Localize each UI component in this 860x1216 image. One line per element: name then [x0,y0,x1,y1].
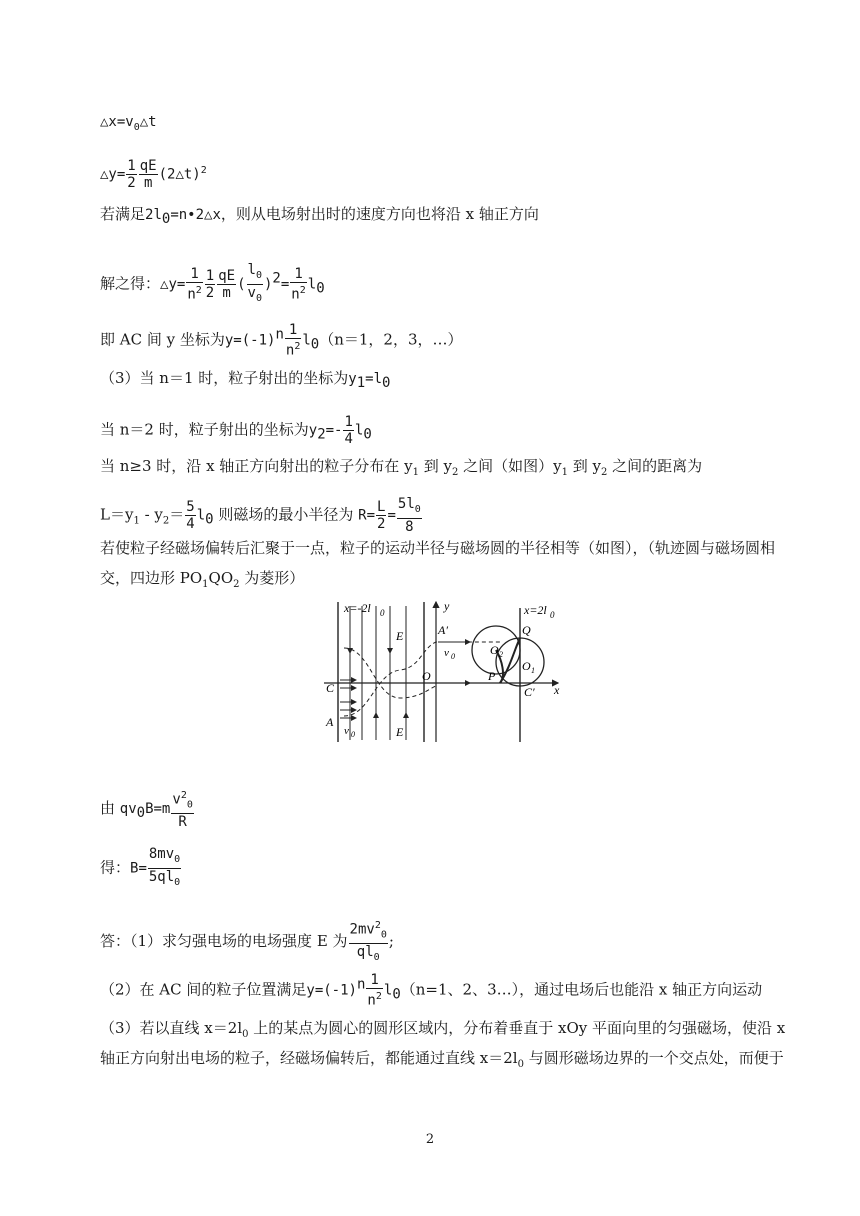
part3-n3-line: 当 n≥3 时，沿 x 轴正方向射出的粒子分布在 $y_1$ 到 $y_2$ 之间（如图）$y_1$ 到 $y_2$ 之间的距离为 [100,457,703,478]
svg-text:0: 0 [451,652,455,661]
svg-text:A: A [326,715,334,729]
svg-text:O: O [522,659,531,673]
paragraph-line-1: 若使粒子经磁场偏转后汇聚于一点，粒子的运动半径与磁场圆的半径相等（如图），（轨迹圆与磁场圆相 [100,539,776,557]
svg-text:x=-2l: x=-2l [344,601,371,615]
svg-text:E: E [396,725,404,739]
answer-1-line: 答：（1）求匀强电场的电场强度 E 为 $\frac{2mv^2_0}{ql_0}$ ; [100,920,394,964]
svg-text:0: 0 [550,610,555,620]
field-diagram [320,598,566,744]
svg-text:v: v [444,647,449,659]
page-number: 2 [425,1132,435,1147]
svg-text:C: C [326,681,335,695]
answer-2-line: （2）在 AC 间的粒子位置满足$y=(-1)^n$ $\frac{1}{n^2}$ $l_0(n=1$、2、3…），通过电场后也能沿 x 轴正方向运动 [100,972,763,1009]
svg-text:Q: Q [522,623,531,637]
answer-3-line-1: （3）若以直线 $x=2l_0$ 上的某点为圆心的圆形区域内，分布着垂直于 xOy 平面向里的匀强磁场，使沿 x [100,1019,786,1040]
svg-text:0: 0 [351,730,355,739]
svg-text:1: 1 [531,666,535,675]
force-equation-line: 由 $qv_0B=m$ $\frac{v^2_0}{R}$ [100,790,193,831]
answer-3-line-2: 轴正方向射出电场的粒子，经磁场偏转后，都能通过直线 $x=2l_0$ 与圆形磁场边界的一个交点处，而便于 [100,1049,784,1070]
svg-text:v: v [344,725,349,737]
svg-text:2: 2 [499,650,503,659]
ac-coordinate-line: 即 AC 间 y 坐标为$y=(-1)^n$ $\frac{1}{n^2}$ $l_0(n=1$，2，3，…） [100,322,463,359]
svg-text:P: P [488,669,496,683]
part3-n2-line: 当 n＝2 时，粒子射出的坐标为$y_2=-$ $\frac{1}{4}$ $l_0$ [100,414,372,447]
svg-text:x=2l: x=2l [524,603,547,617]
svg-text:E: E [396,629,404,643]
svg-text:A′: A′ [438,623,448,637]
svg-text:y: y [444,599,450,613]
svg-text:x: x [554,683,560,697]
eq-delta-x: $\triangle x=v_0\triangle t$ [100,114,157,133]
part3-n1-line: （3）当 n＝1 时，粒子射出的坐标为$y_1=l_0$ [100,369,391,391]
paragraph-line-2: 交，四边形 $PO_1QO_2$ 为菱形） [100,569,305,590]
svg-text:O: O [422,669,431,683]
svg-text:C′: C′ [524,685,535,699]
svg-text:0: 0 [380,608,385,618]
eq-delta-y: △y= $\frac{1}{2}$ $\frac{qE}{m}$ (2△t)$^2$ [100,158,207,191]
distance-radius-line: $L=y_1 - y_2=$ $\frac{5}{4}$ $l_0$ 则磁场的最小半径为 R= $\frac{L}{2}$ = $\frac{5l_0}{8}$ [100,496,421,535]
result-b-line: 得：B= $\frac{8mv_0}{5ql_0}$ [100,846,181,888]
condition-line: 若满足$2l_0=n•2\triangle x$，则从电场射出时的速度方向也将沿 x 轴正方向 [100,205,539,227]
svg-text:O: O [490,643,499,657]
solution-line: 解之得：△y= $\frac{1}{n^2}$ $\frac{1}{2}$ $\frac{qE}{m}$ ( $\frac{l_0}{v_0}$ )$^2$= $\frac{1}{n^2}$ $l_0$ [100,262,325,304]
